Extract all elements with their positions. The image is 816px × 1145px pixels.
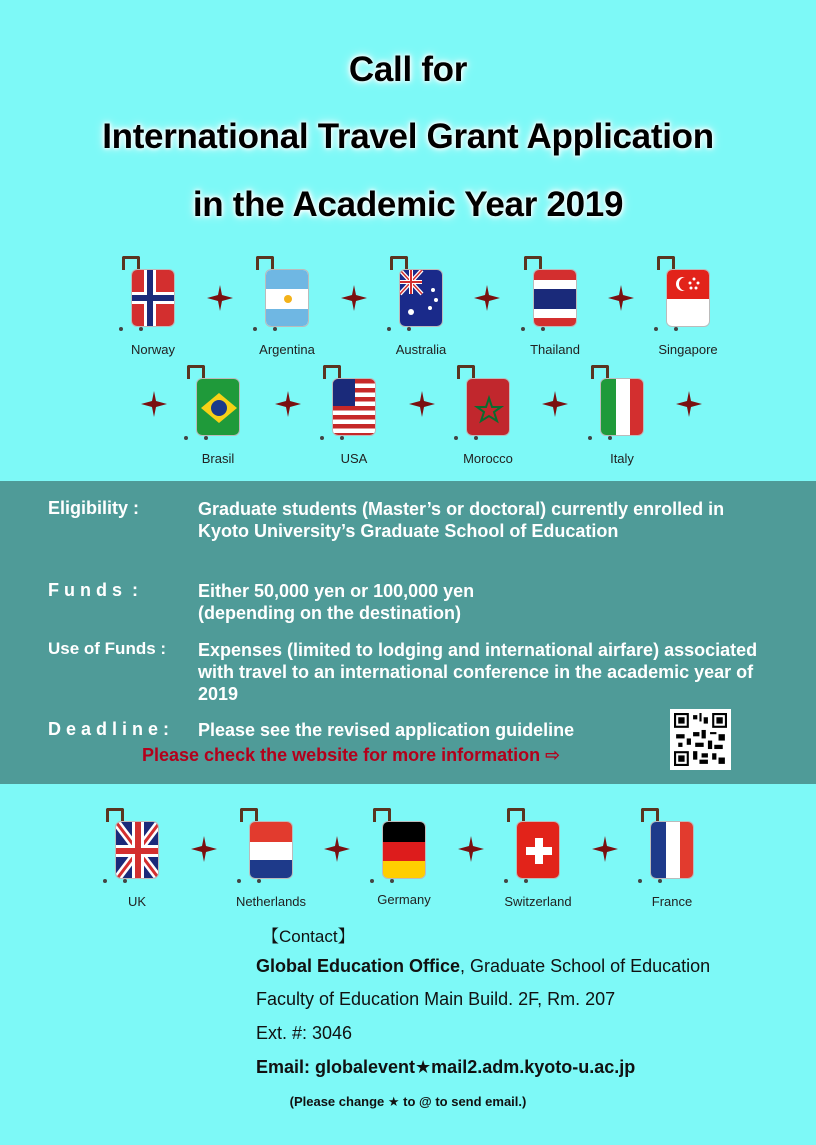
country-label: Brasil — [201, 451, 235, 466]
contact-office-line — [256, 956, 710, 977]
country-label: USA — [340, 451, 368, 466]
contact-email[interactable]: Email: globalevent★mail2.adm.kyoto-u.ac.jp — [256, 1057, 636, 1077]
country-label: Singapore — [658, 342, 718, 357]
airplane-icon — [540, 389, 570, 419]
qr-code-icon[interactable] — [670, 709, 731, 770]
country-label: Netherlands — [235, 894, 307, 909]
eligibility-label: Eligibility : — [48, 498, 140, 518]
funds-text-1: Either 50,000 yen or 100,000 yen — [198, 581, 475, 601]
title-line-2: International Travel Grant Application — [102, 117, 714, 156]
airplane-icon — [472, 283, 502, 313]
contact-location: Faculty of Education Main Build. 2F, Rm. 207 — [256, 989, 616, 1009]
airplane-icon — [606, 283, 636, 313]
country-label: Italy — [610, 451, 634, 466]
country-label: Norway — [130, 342, 176, 357]
airplane-icon — [273, 389, 303, 419]
contact-school: , Graduate School of Education — [460, 956, 711, 976]
contact-office: Global Education Office — [256, 956, 461, 976]
title-line-1: Call for — [348, 50, 468, 89]
country-label: Thailand — [530, 342, 580, 357]
airplane-icon — [139, 389, 169, 419]
country-label: France — [651, 894, 693, 909]
airplane-icon — [674, 389, 704, 419]
country-label: Morocco — [463, 451, 513, 466]
contact-ext: Ext. #: 3046 — [256, 1023, 353, 1043]
airplane-icon — [407, 389, 437, 419]
email-note: (Please change ★ to @ to send email.) — [289, 1094, 527, 1109]
airplane-icon — [205, 283, 235, 313]
use-text: Expenses (limited to lodging and international airfare) associated with travel to an international conference in the academic year of 2019 — [198, 640, 758, 704]
country-label: Argentina — [259, 342, 315, 357]
country-label: UK — [127, 894, 147, 909]
deadline-text: Please see the revised application guideline — [198, 720, 575, 740]
country-label: Switzerland — [504, 894, 572, 909]
airplane-icon — [339, 283, 369, 313]
airplane-icon — [189, 834, 219, 864]
title-line-3: in the Academic Year 2019 — [192, 185, 624, 224]
website-link[interactable]: Please check the website for more information ⇨ — [142, 745, 561, 765]
funds-label: F u n d s : — [48, 580, 138, 600]
airplane-icon — [590, 834, 620, 864]
eligibility-text: Graduate students (Master’s or doctoral) currently enrolled in Kyoto University’s Graduate School of Education — [198, 499, 725, 541]
funds-text-2: (depending on the destination) — [198, 603, 461, 623]
deadline-label: D e a d l i n e : — [48, 719, 170, 739]
use-label: Use of Funds : — [48, 639, 167, 658]
country-label: Germany — [377, 892, 431, 907]
country-label: Australia — [395, 342, 447, 357]
airplane-icon — [456, 834, 486, 864]
airplane-icon — [322, 834, 352, 864]
contact-header: 【Contact】 — [262, 927, 355, 946]
